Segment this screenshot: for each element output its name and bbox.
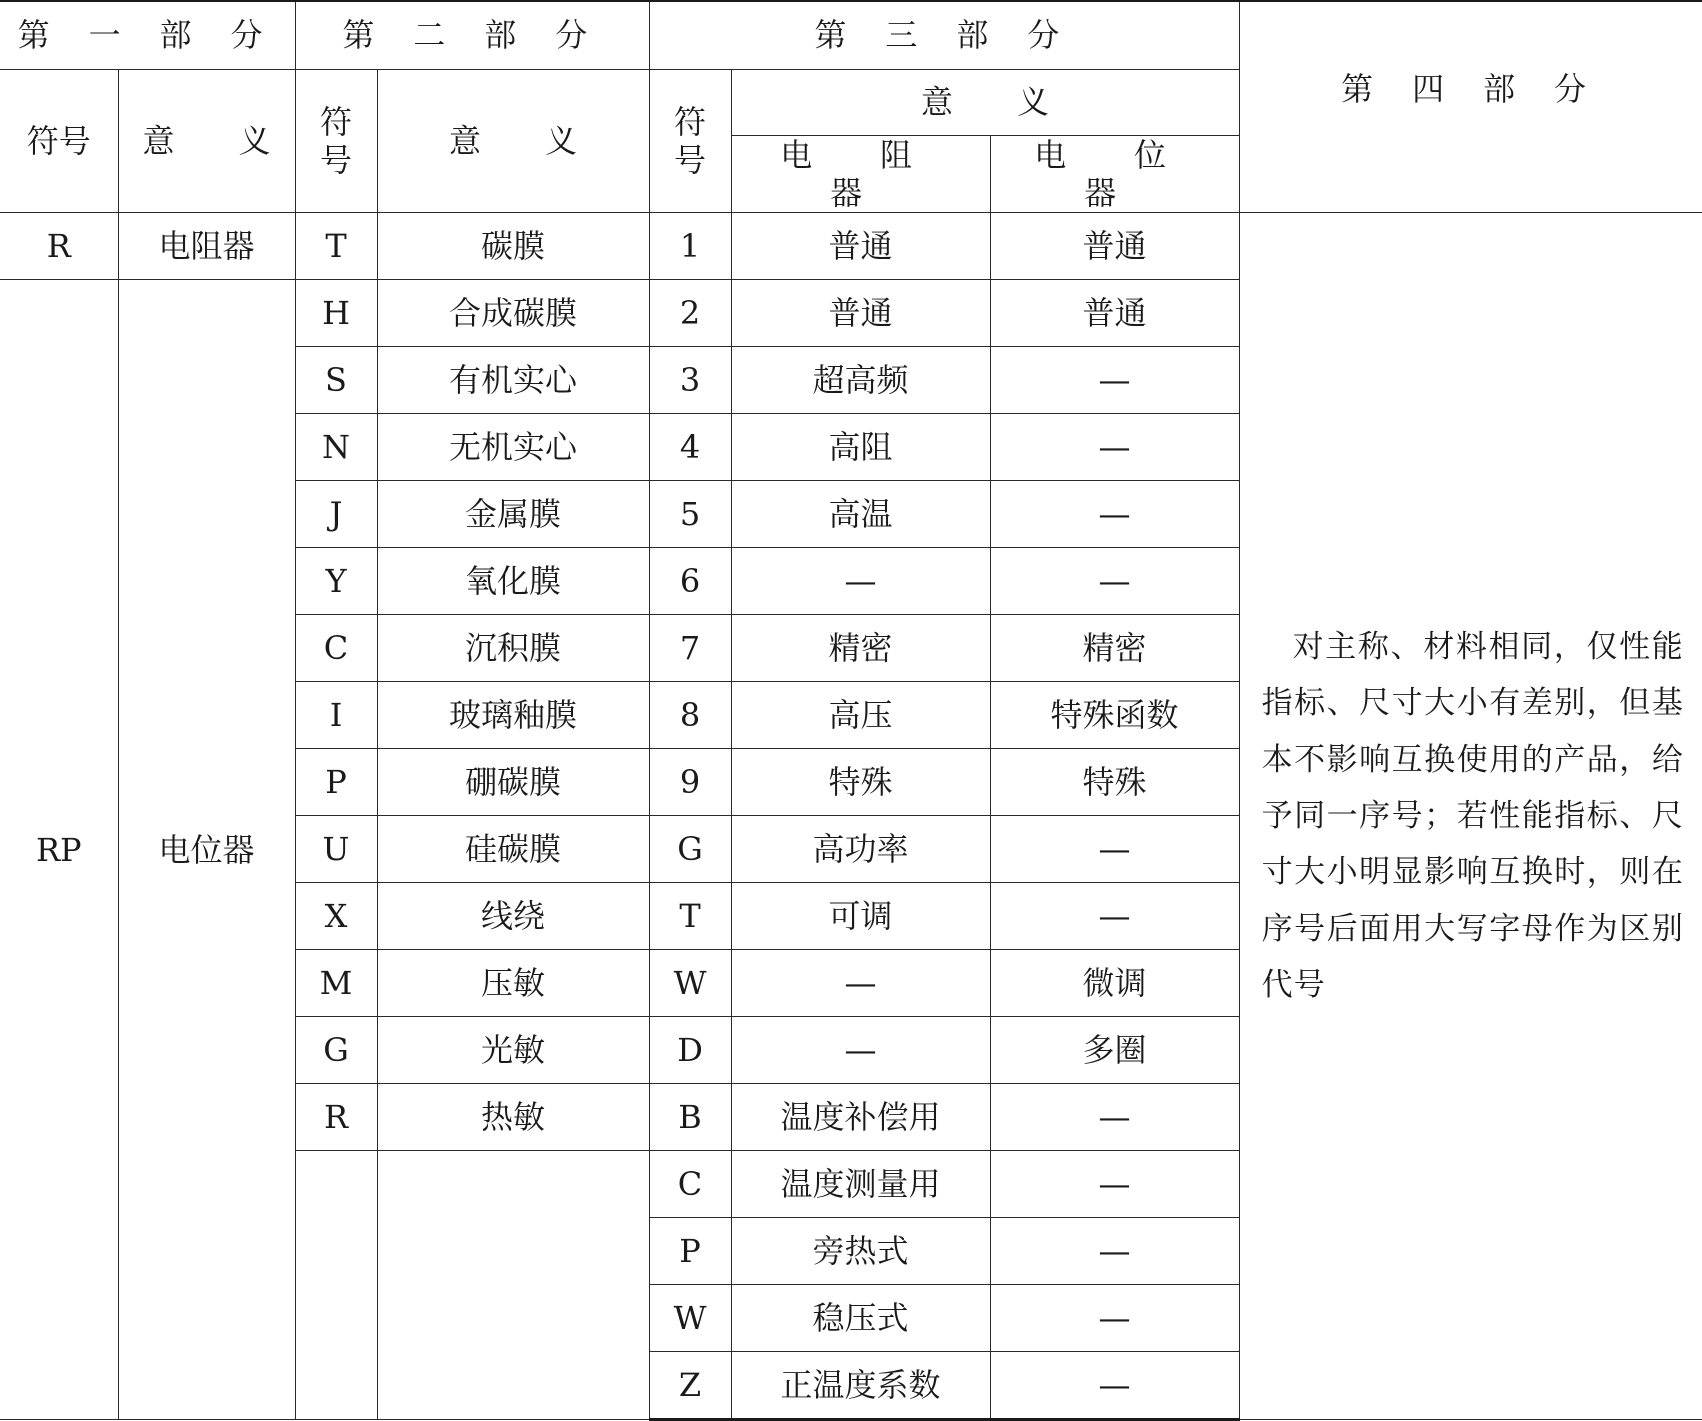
part3-potentiometer-cell: — (990, 1151, 1239, 1218)
part3-potentiometer-cell: 普通 (990, 213, 1239, 280)
part2-symbol-cell: T (295, 213, 377, 280)
part3-potentiometer-cell: — (990, 548, 1239, 615)
part3-symbol-cell: 5 (649, 481, 731, 548)
part3-potentiometer-header: 电 位 器 (990, 135, 1239, 213)
part2-symbol-cell: U (295, 816, 377, 883)
part4-note-text: 对主称、材料相同，仅性能指标、尺寸大小有差别，但基本不影响互换使用的产品，给予同一序号；若性能指标、尺寸大小明显影响互换时，则在序号后面用大写字母作为区别代号 (1261, 628, 1685, 1004)
part3-potentiometer-cell: — (990, 1352, 1239, 1420)
part3-resistor-cell: 正温度系数 (731, 1352, 990, 1420)
part3-resistor-cell: 普通 (731, 280, 990, 347)
part3-potentiometer-cell: 普通 (990, 280, 1239, 347)
part1-symbol-cell: RP (0, 280, 118, 1420)
part2-symbol-cell: H (295, 280, 377, 347)
part2-meaning-cell: 金属膜 (377, 481, 649, 548)
part3-symbol-cell: D (649, 1017, 731, 1084)
part3-potentiometer-cell: — (990, 414, 1239, 481)
part2-symbol-cell: N (295, 414, 377, 481)
part1-meaning-cell: 电阻器 (118, 213, 295, 280)
part3-resistor-cell: 可调 (731, 883, 990, 950)
part1-symbol-header: 符号 (0, 69, 118, 213)
part3-resistor-cell: 高压 (731, 682, 990, 749)
part3-potentiometer-cell: — (990, 1285, 1239, 1352)
part3-resistor-cell: 精密 (731, 615, 990, 682)
part3-symbol-cell: G (649, 816, 731, 883)
part2-symbol-cell: J (295, 481, 377, 548)
part3-meaning-header: 意 义 (731, 69, 1239, 135)
part3-resistor-cell: 稳压式 (731, 1285, 990, 1352)
part3-symbol-cell: Z (649, 1352, 731, 1420)
part3-resistor-cell: 高功率 (731, 816, 990, 883)
part1-meaning-cell: 电位器 (118, 280, 295, 1420)
part3-symbol-cell: 2 (649, 280, 731, 347)
part3-symbol-cell: T (649, 883, 731, 950)
part2-meaning-cell: 玻璃釉膜 (377, 682, 649, 749)
part2-meaning-cell: 合成碳膜 (377, 280, 649, 347)
part3-potentiometer-cell: 微调 (990, 950, 1239, 1017)
part2-symbol-cell: Y (295, 548, 377, 615)
part2-symbol-cell: X (295, 883, 377, 950)
part2-meaning-cell: 硼碳膜 (377, 749, 649, 816)
part3-symbol-cell: 1 (649, 213, 731, 280)
part2-meaning-cell: 无机实心 (377, 414, 649, 481)
part3-resistor-cell: 特殊 (731, 749, 990, 816)
part3-potentiometer-cell: 特殊 (990, 749, 1239, 816)
part3-resistor-cell: — (731, 548, 990, 615)
part3-resistor-cell: 高温 (731, 481, 990, 548)
part3-resistor-cell: 旁热式 (731, 1218, 990, 1285)
part2-meaning-header: 意 义 (377, 69, 649, 213)
part2-symbol-cell: G (295, 1017, 377, 1084)
part2-symbol-cell: C (295, 615, 377, 682)
part2-symbol-empty-cell (295, 1151, 377, 1420)
part3-potentiometer-cell: — (990, 1084, 1239, 1151)
part3-potentiometer-cell: — (990, 347, 1239, 414)
part2-meaning-cell: 碳膜 (377, 213, 649, 280)
part2-symbol-cell: P (295, 749, 377, 816)
header-row-1 (0, 1, 1702, 69)
part3-symbol-cell: C (649, 1151, 731, 1218)
part2-meaning-cell: 氧化膜 (377, 548, 649, 615)
part2-symbol-cell: S (295, 347, 377, 414)
part3-resistor-cell: 高阻 (731, 414, 990, 481)
part3-symbol-cell: 9 (649, 749, 731, 816)
part3-symbol-header: 符 号 (649, 69, 731, 213)
part2-meaning-cell: 热敏 (377, 1084, 649, 1151)
part3-resistor-cell: — (731, 950, 990, 1017)
part3-resistor-cell: 超高频 (731, 347, 990, 414)
part3-symbol-cell: W (649, 1285, 731, 1352)
part2-meaning-cell: 有机实心 (377, 347, 649, 414)
part3-symbol-cell: W (649, 950, 731, 1017)
part3-header: 第 三 部 分 (649, 1, 1239, 69)
part2-symbol-header: 符 号 (295, 69, 377, 213)
part3-potentiometer-cell: 多圈 (990, 1017, 1239, 1084)
part3-potentiometer-cell: — (990, 1218, 1239, 1285)
part3-potentiometer-cell: — (990, 883, 1239, 950)
part3-potentiometer-cell: 精密 (990, 615, 1239, 682)
part3-resistor-cell: 温度测量用 (731, 1151, 990, 1218)
part3-symbol-cell: 6 (649, 548, 731, 615)
part3-potentiometer-cell: — (990, 816, 1239, 883)
part3-symbol-cell: 4 (649, 414, 731, 481)
part3-symbol-cell: B (649, 1084, 731, 1151)
part1-meaning-header: 意 义 (118, 69, 295, 213)
part4-note-cell (1239, 213, 1702, 1420)
part3-symbol-cell: 8 (649, 682, 731, 749)
part3-potentiometer-cell: 特殊函数 (990, 682, 1239, 749)
part4-header: 第 四 部 分 (1239, 1, 1702, 213)
part3-resistor-cell: 温度补偿用 (731, 1084, 990, 1151)
part2-meaning-cell: 光敏 (377, 1017, 649, 1084)
part3-potentiometer-cell: — (990, 481, 1239, 548)
part2-meaning-cell: 硅碳膜 (377, 816, 649, 883)
part1-symbol-cell: R (0, 213, 118, 280)
part2-meaning-empty-cell (377, 1151, 649, 1420)
part2-meaning-cell: 线绕 (377, 883, 649, 950)
part3-resistor-cell: — (731, 1017, 990, 1084)
part3-symbol-cell: P (649, 1218, 731, 1285)
part2-meaning-cell: 压敏 (377, 950, 649, 1017)
part3-resistor-cell: 普通 (731, 213, 990, 280)
table-row (0, 213, 1702, 280)
part3-symbol-cell: 7 (649, 615, 731, 682)
part2-symbol-cell: R (295, 1084, 377, 1151)
part2-header: 第 二 部 分 (295, 1, 649, 69)
part2-symbol-cell: M (295, 950, 377, 1017)
part1-header: 第 一 部 分 (0, 1, 295, 69)
part3-symbol-cell: 3 (649, 347, 731, 414)
part3-resistor-header: 电 阻 器 (731, 135, 990, 213)
part2-meaning-cell: 沉积膜 (377, 615, 649, 682)
part2-symbol-cell: I (295, 682, 377, 749)
